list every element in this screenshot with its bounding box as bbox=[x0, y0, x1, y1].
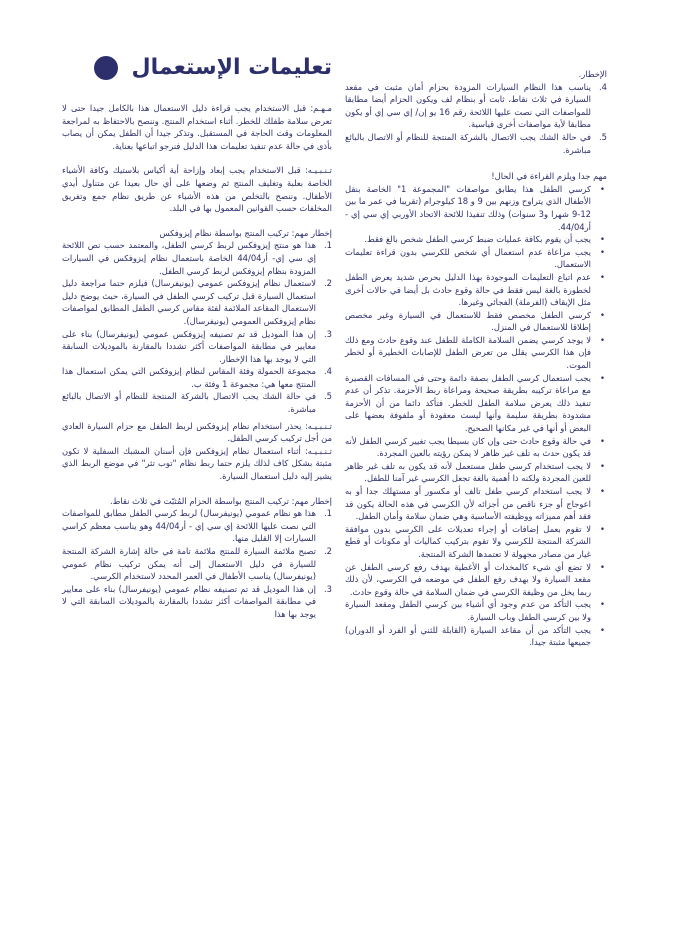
belt-list bbox=[62, 507, 332, 620]
list-item: • لا يوجد كرسي يضمن السلامة الكاملة للطفل عند وقوع حادث ومع ذلك فإن هذا الكرسي يقلل من تعرض الطفل للإصابات الخطيرة أو لخطر الموت. bbox=[345, 334, 605, 371]
list-item: • لا يجب استخدام كرسي طفل مستعمل لأنه قد يكون به تلف غير ظاهر للعين المجردة ولكنه ذا أهمية بالغة تجعل الكرسي غير آمنا للطفل. bbox=[345, 460, 605, 484]
list-item: 5. في حالة الشك يجب الاتصال بالشركة المنتجة للنظام أو الاتصال بالبائع مباشرة. bbox=[345, 131, 607, 155]
list-item: 3. إن هذا الموديل قد تم تصنيفه نظام عمومي (يونيفرسال) بناء على معايير في مطابقة المواصفات أكثر تشددا بالمقارنة بالموديلات السابقة التي لا يوجد بها هذا bbox=[62, 583, 332, 619]
continuation-text: الإخطار. bbox=[578, 69, 607, 79]
list-item: 1. هذا هو نظام عمومي (يونيفرسال) لربط كرسي الطفل مطابق للمواصفات التي نصت عليها اللائحة إي سي إي - أر44/04 وهو يناسب معظم كراسي السيارات إلا القليل منها. bbox=[62, 508, 332, 544]
list-item: 2. لاستعمال نظام إيزوفكس عمومي (يونيفرسال) فيلزم حتما مراجعة دليل استعمال السيارة قبل تركيب كرسي الطفل في السيارة، حيث يوضح دليل الاستعمال المقاعد الملائمة لفئة مقاس كرسي الطفل المطابق لمواصفات نظام إيزوفكس العمومي (يونيفرسال). bbox=[62, 278, 332, 326]
list-item: 4. مجموعة الحمولة وفئة المقاس لنظام إيزوفكس التي يمكن استعمال هذا المنتج معها هي: مجموعة 1 وفئة ب. bbox=[62, 366, 332, 389]
list-item: • يجب التأكد من عدم وجود أي أشياء بين كرسي الطفل ومقعد السيارة ولا بين كرسي الطفل وباب السيارة. bbox=[345, 599, 605, 622]
list-item: 1. هذا هو منتج إيزوفكس لربط كرسي الطفل، والمعتمد حسب نص اللائحة إي سي إي- أر44/04 الخاصة باستعمال نظام إيزوفكس في السيارات المزودة بنظام إيزوفكس لربط كرسي الطفل. bbox=[62, 240, 332, 276]
important-heading: مهم جدا ويلزم القراءة في الحال! bbox=[491, 171, 607, 182]
list-item: 3. إن هذا الموديل قد تم تصنيفه إيزوفكس عمومي (يونيفرسال) بناء على معايير في مطابقة المواصفات أكثر تشددا بالمقارنة بالموديلات السابقة التي لا يوجد بها هذا الإخطار. bbox=[62, 328, 332, 364]
warning-text: تـنـبـيـه: أثناء استعمال نظام إيزوفكس فإن أسنان المشبك السفلية لا تكون مثبتة بشكل كاف لذلك يلزم حتما ربط نظام "توب تثر" في موضع الربط الذي يشير إليه دليل استعمال السيارة. bbox=[62, 445, 332, 482]
right-column bbox=[345, 68, 607, 649]
list-item: • لا تضع أي شيء كالمخدات أو الأغطية بهدف رفع كرسي الطفل عن مقعد السيارة ولا بهدف رفع الطفل في موضعه في الكرسي، لأن ذلك ربما يخل من وظيفة الكرسي في ضمان السلامة في حالة وقوع حادث. bbox=[345, 561, 605, 597]
belt-list-continued bbox=[345, 81, 607, 157]
intro-warning: تـنـبـيـه: قبل الاستخدام يجب إبعاد وإزاحة أية أكياس بلاستيك وكافة الأشياء الخاصة بعلبة وتغليف المنتج ثم وضعها على أي حال بعيدا عن متناول أيدي الأطفال. وننصح بالتخلص من هذه الأشياء عن طريق نظام جمع وتفريق المخلفات حسب القوانين المعمول بها في البلد. bbox=[62, 165, 332, 214]
isofix-heading: إخطار مهم: تركيب المنتج بواسطة نظام إيزوفكس bbox=[159, 227, 332, 238]
belt-heading: إخطار مهم: تركيب المنتج بواسطة الحزام المُثبّت في ثلاث نقاط. bbox=[109, 495, 332, 506]
list-item: • يجب مراعاة عدم استعمال أي شخص للكرسي بدون قراءة تعليمات الاستعمال. bbox=[345, 246, 605, 270]
list-item: • في حالة وقوع حادث حتى وإن كان بسيطا يجب تغيير كرسي الطفل لأنه قد يكون حدث به تلف غير ظاهر لا يمكن رؤيته بالعين المجردة. bbox=[345, 435, 605, 459]
isofix-list bbox=[62, 239, 332, 415]
list-item: • يجب التأكد من أن مقاعد السيارة (القابلة للثني أو الفرد أو الدوران) جميعها مثبتة جيدا. bbox=[345, 624, 605, 648]
list-item: 5. في حالة الشك يجب الاتصال بالشركة المنتجة للنظام أو الاتصال بالبائع مباشرة. bbox=[62, 391, 332, 415]
page-title: تعليمات الإستعمال bbox=[131, 54, 332, 80]
important-bullets bbox=[345, 183, 607, 649]
list-item: 2. تصبح ملائمة السيارة للمنتج ملائمة تامة في حالة إشارة الشركة المنتجة للسيارة في دليل الاستعمال إلى أنه يمكن تركيب نظام عمومي (يونيفرسال) يناسب الأطفال في العمر المحدد لاستخدام الكرسي. bbox=[62, 546, 332, 582]
list-item: • لا تقوم بعمل إضافات أو إجراء تعديلات على الكرسي بدون موافقة الشركة المنتجة للكرسي ولا تقوم بتركيب كماليات أو مكونات أو قطع غيار من مصادر مجهولة لا تعتمدها الشركة المنتجة. bbox=[345, 523, 605, 559]
list-item: 4. يناسب هذا النظام السيارات المزودة بحزام أمان مثبت في مقعد السيارة في ثلاث نقاط، ثابت أو بنظام لف ويكون الحزام أيضا مطابقا للمواصفات التي نصت عليها اللائحة رقم 16 يو إن/ إي سي إي أو يكون مطابقا لأية مواصفات أخرى قياسية. bbox=[345, 81, 607, 130]
list-item: • لا يجب استخدام كرسي طفل تالف أو مكسور أو مستهلك جدا أو به اعوجاج أو جزء ناقص من أجزائه لأن الكرسي في هذه الحالة يكون قد فقد أهم مميزاته ووظيفته الأساسية وهي ضمان سلامة وأمان الطفل. bbox=[345, 486, 605, 522]
list-item: • كرسي الطفل هذا يطابق مواصفات "المجموعة 1" الخاصة بنقل الأطفال الذي يتراوح وزنهم بين 9 و 18 كيلوجرام (تقريبا في عمر ما بين 12-9 شهرا و3 سنوات) وذلك تنفيذا للائحة الاتحاد الأوربي إي سي إي - أر44/04. bbox=[344, 183, 605, 232]
title-row bbox=[62, 56, 332, 80]
bullet-dot-icon bbox=[94, 56, 118, 80]
left-column bbox=[62, 52, 332, 621]
warning-text: تـنـبـيـه: يحذر استخدام نظام إيزوفكس لربط الطفل مع حزام السيارة العادي من أجل تركيب كرسي الطفل. bbox=[62, 420, 332, 444]
list-item: • يجب استعمال كرسي الطفل بصفة دائمة وحتى في المسافات القصيرة مع مراعاة تركيبه بطريقة صحيحة ومراعاة ربط الأحزمة. تذكر أن عدم تنفيذ ذلك يعرض سلامة الطفل للخطر. فتأكد دائما من أن الأحزمة مشدودة بطريقة سليمة وأنها ليست معقودة أو ملفوفة بعضها على البعض أو أنها في غير مكانها الصحيح. bbox=[345, 372, 605, 434]
list-item: • عدم اتباع التعليمات الموجودة بهذا الدليل بحرص شديد يعرض الطفل لخطورة بالغة ليس فقط في حالة وقوع حادث بل أيضا في حالات أخرى مثل الإيقاف (الفرملة) الفجائي وغيرها. bbox=[345, 271, 605, 308]
list-item: • يجب أن يقوم بكافة عمليات ضبط كرسي الطفل شخص بالغ فقط. bbox=[364, 234, 605, 245]
intro-important: مـهـم: قبل الاستخدام يجب قراءة دليل الاستعمال هذا بالكامل جيدا حتى لا تعرض سلامة طفلك للخطر. أثناء استخدام المنتج. وننصح بالاحتفاظ به لمراجعة المعلومات وقت الحاجة في المستقبل. وتذكر جيدا أن الطفل يمكن أن يصاب بأذى في حالة عدم تنفيذ تعليمات هذا الدليل فنرجو اتباعها بعناية. bbox=[62, 103, 332, 151]
list-item: • كرسي الطفل مخصص فقط للاستعمال في السيارة وغير مخصص إطلاقا للاستعمال في المنزل. bbox=[345, 309, 605, 333]
